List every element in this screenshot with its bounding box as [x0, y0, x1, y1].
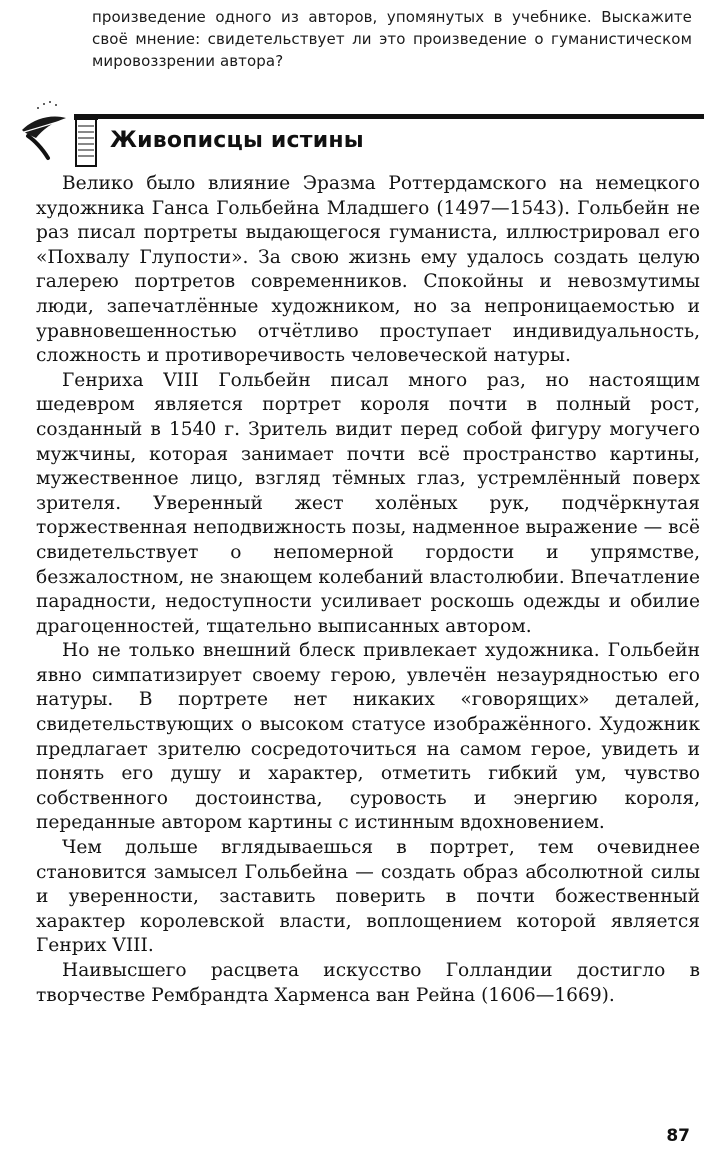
header-rule: [94, 114, 704, 119]
section-title: Живописцы истины: [110, 128, 364, 153]
quill-pen-icon: [14, 96, 109, 176]
section-header: [14, 96, 704, 176]
intro-paragraph: произведение одного из авторов, упомянутых в учебнике. Выскажите своё мнение: свидетельствует ли это произведение о гуманистическом мировоззрении автора?: [92, 8, 692, 70]
paragraph: Генриха VIII Гольбейн писал много раз, но настоящим шедевром является портрет короля почти в полный рост, созданный в 1540 г. Зритель видит перед собой фигуру могучего мужчины, которая занимает почти всё пространство картины, мужественное лицо, взгляд тёмных глаз, устремлённый поверх зрителя. Уверенный жест холёных рук, подчёркнутая торжественная неподвижность позы, надменное выражение — всё свидетельствует о непомерной гордости и упрямстве, безжалостном, не знающем колебаний властолюбии. Впечатление парадности, недоступности усиливает роскошь одежды и обилие драгоценностей, тщательно выписанных автором.: [36, 369, 700, 637]
paragraph: Наивысшего расцвета искусство Голландии достигло в творчестве Рембрандта Харменса ван Рейна (1606—1669).: [36, 960, 700, 1006]
article-body: [36, 172, 700, 1008]
paragraph: Но не только внешний блеск привлекает художника. Гольбейн явно симпатизирует своему герою, увлечён незаурядностью его натуры. В портрете нет никаких «говорящих» деталей, свидетельствующих о высоком статусе изображённого. Художник предлагает зрителю сосредоточиться на самом герое, увидеть и понять его душу и характер, отметить гибкий ум, чувство собственного достоинства, суровость и энергию короля, переданные автором картины с истинным вдохновением.: [36, 640, 700, 834]
paragraph: Велико было влияние Эразма Роттердамского на немецкого художника Ганса Гольбейна Младшего (1497—1543). Гольбейн не раз писал портреты выдающегося гуманиста, иллюстрировал его «Похвалу Глупости». За свою жизнь ему удалось создать целую галерею портретов современников. Спокойны и невозмутимы люди, запечатлённые художником, но за непроницаемостью и уравновешенностью отчётливо проступает индивидуальность, сложность и противоречивость человеческой натуры.: [36, 173, 700, 367]
page-number: 87: [666, 1126, 690, 1146]
paragraph: Чем дольше вглядываешься в портрет, тем очевиднее становится замысел Гольбейна — создать образ абсолютной силы и уверенности, заставить поверить в почти божественный характер королевской власти, воплощением которой является Генрих VIII.: [36, 837, 700, 957]
